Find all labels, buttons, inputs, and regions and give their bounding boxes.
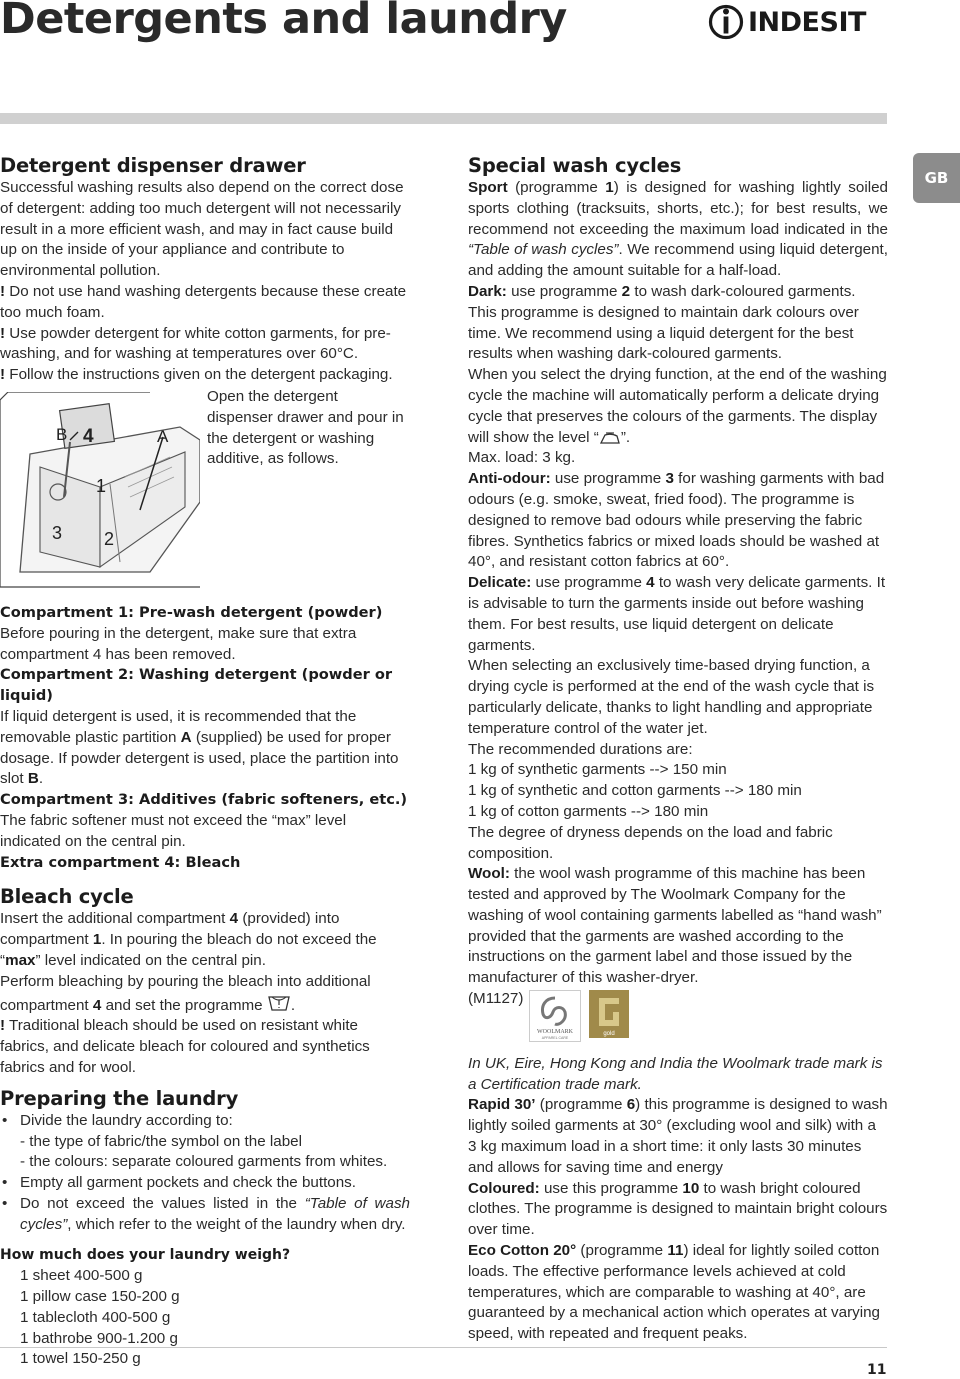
svg-text:APPAREL CARE: APPAREL CARE xyxy=(541,1035,569,1040)
bleach-programme-icon xyxy=(267,993,291,1013)
warning-hand-wash: ! Do not use hand washing detergents because these create too much foam. xyxy=(0,282,407,321)
brand-logo xyxy=(708,0,866,44)
dispenser-figure xyxy=(0,386,410,603)
warning-icon: ! xyxy=(0,324,6,342)
dark-load: Max. load: 3 kg. xyxy=(468,449,576,467)
preparing-list xyxy=(0,1111,410,1132)
page-number: 11 xyxy=(867,1362,887,1378)
delicate-drying: When selecting an exclusively time-based drying function, a drying cycle is performed at the end of the wash cycle that is particularly delicate, thanks to light handling and appropriate temperature control of the water jet. xyxy=(468,657,875,737)
comp3-title: Compartment 3: Additives (fabric softeners, etc.) xyxy=(0,791,408,809)
comp2-title: Compartment 2: Washing detergent (powder or liquid) xyxy=(0,666,393,705)
wool-code: (M1127) xyxy=(468,990,524,1008)
warning-powder: ! Use powder detergent for white cotton garments, for pre-washing, and for washing at temperatures over 60°C. xyxy=(0,324,391,363)
duration-item-3: 1 kg of cotton garments --> 180 min xyxy=(468,802,709,820)
rapid-text: Rapid 30’ (programme 6) this programme is designed to wash lightly soiled garments at 30° (excluding wool and silk) with a 3 kg maximum load in a short time: it only lasts 30 minutes and allows for saving time and energy xyxy=(468,1096,888,1176)
preparing-sub-1: - the type of fabric/the symbol on the label xyxy=(20,1132,302,1150)
dispenser-heading: Detergent dispenser drawer xyxy=(0,154,306,177)
warning-icon: ! xyxy=(0,282,6,300)
weigh-item-4: 1 bathrobe 900-1.200 g xyxy=(20,1329,178,1347)
delicate-durations-intro: The recommended durations are: xyxy=(468,740,693,758)
bleach-text-1: Insert the additional compartment 4 (provided) into compartment 1. In pouring the bleach do not exceed the “max” level indicated on the central pin. xyxy=(0,910,377,969)
duration-item-1: 1 kg of synthetic garments --> 150 min xyxy=(468,761,727,779)
warning-icon: ! xyxy=(0,1017,6,1035)
duration-item-2: 1 kg of synthetic and cotton garments --> 180 min xyxy=(468,782,802,800)
comp1-text: Before pouring in the detergent, make sure that extra compartment 4 has been removed. xyxy=(0,624,357,663)
dispenser-drawer-illustration xyxy=(0,392,200,592)
weigh-item-2: 1 pillow case 150-200 g xyxy=(20,1288,180,1306)
label-3: 3 xyxy=(52,522,63,543)
delicate-text: Delicate: use programme 4 to wash very delicate garments. It is advisable to turn the garments inside out before washing them. For best results, use liquid detergent on delicate garments. xyxy=(468,574,886,654)
woolmark-apparel-care-logo xyxy=(529,990,581,1042)
comp4-title: Extra compartment 4: Bleach xyxy=(0,853,241,871)
comp3-text: The fabric softener must not exceed the “max” level indicated on the central pin. xyxy=(0,811,347,850)
preparing-heading: Preparing the laundry xyxy=(0,1086,239,1110)
footer-divider xyxy=(0,1347,887,1348)
header-divider xyxy=(0,113,887,124)
dark-text: Dark: use programme 2 to wash dark-coloured garments. This programme is designed to maintain dark colours over time. We recommend using a liquid detergent for the best results when washing dark-coloured garments. xyxy=(468,282,859,363)
wool-text: Wool: the wool wash programme of this machine has been tested and approved by The Woolmark Company for the washing of wool containing garments labelled as “hand wash” provided that the garments are washed according to the instructions on the garment label and those issued by the manufacturer of this washer-dryer. xyxy=(468,865,882,987)
bleach-text-3: ! Traditional bleach should be used on resistant white fabrics, and delicate bleach for coloured and synthetics fabrics and for wool. xyxy=(0,1017,370,1076)
left-column xyxy=(0,154,410,1370)
figure-caption: Open the detergent dispenser drawer and pour in the detergent or washing additive, as follows. xyxy=(207,387,404,468)
language-tab: GB xyxy=(913,153,960,203)
weigh-item-5: 1 towel 150-250 g xyxy=(20,1350,141,1368)
eco-text: Eco Cotton 20° (programme 11) ideal for lightly soiled cotton loads. The effective performance levels achieved at cold temperatures, which are comparable to washing at 40°, are guaranteed by a mechanical action which operates at varying speed, with repeated and frequent peaks. xyxy=(468,1242,880,1343)
dispenser-intro: Successful washing results also depend on the correct dose of detergent: adding too much detergent will not necessarily result in a more efficient wash, and may in fact cause build up on the inside of your appliance and contribute to environmental pollution. xyxy=(0,179,404,280)
label-a: A xyxy=(157,426,169,446)
weigh-item-3: 1 tablecloth 400-500 g xyxy=(20,1308,171,1326)
list-item: • Divide the laundry according to: xyxy=(0,1111,410,1132)
delicate-dryness: The degree of dryness depends on the load and fabric composition. xyxy=(468,823,833,862)
svg-text:WOOLMARK: WOOLMARK xyxy=(537,1028,573,1035)
label-b: B xyxy=(56,424,68,444)
iron-dry-level-icon xyxy=(599,431,621,445)
comp1-title: Compartment 1: Pre-wash detergent (powder) xyxy=(0,603,383,621)
preparing-sub-2: - the colours: separate coloured garments from whites. xyxy=(20,1153,388,1171)
brand-wordmark: INDESIT xyxy=(748,6,866,38)
label-4: 4 xyxy=(83,425,94,447)
dark-drying: When you select the drying function, at the end of the washing cycle the machine will automatically perform a delicate drying cycle that preserves the colours of the garments. The display will show the level “ ”. xyxy=(468,366,887,446)
svg-text:gold: gold xyxy=(603,1030,615,1037)
warning-icon: ! xyxy=(0,366,6,384)
trademark-note: In UK, Eire, Hong Kong and India the Woolmark trade mark is a Certification trade mark. xyxy=(468,1054,883,1093)
list-item: • Do not exceed the values listed in the “Table of wash cycles”, which refer to the weight of the laundry when dry. xyxy=(0,1194,410,1236)
comp2-text: If liquid detergent is used, it is recommended that the removable plastic partition A (supplied) be used for proper dosage. If powder detergent is used, place the partition into slot B. xyxy=(0,707,399,788)
label-1: 1 xyxy=(96,475,107,496)
label-2: 2 xyxy=(104,528,115,549)
coloured-text: Coloured: use this programme 10 to wash bright coloured clothes. The programme is designed to maintain bright colours over time. xyxy=(468,1179,888,1239)
weigh-item-1: 1 sheet 400-500 g xyxy=(20,1267,143,1285)
page-title: Detergents and laundry xyxy=(0,0,567,44)
odour-text: Anti-odour: use programme 3 for washing garments with bad odours (e.g. smoke, sweat, fried food). The programme is designed to remove bad odours while preserving the fabric fibres. Synthetics fabrics or mixed loads should be washed at 40°, and resistant cotton fabrics at 60°. xyxy=(468,470,885,571)
woolmark-gold-logo xyxy=(589,990,629,1038)
warning-packaging: ! Follow the instructions given on the detergent packaging. xyxy=(0,366,393,384)
indesit-logo-icon xyxy=(708,0,744,44)
woolmark-logos xyxy=(529,990,888,1042)
bleach-heading: Bleach cycle xyxy=(0,885,134,909)
special-heading: Special wash cycles xyxy=(468,154,682,177)
sport-text: Sport (programme 1) is designed for washing lightly soiled sports clothing (tracksuits, shorts, etc.); for best results, we recommend not exceeding the maximum load indicated in the “Table of wash cycles”. We recommend using liquid detergent, and adding the amount suitable for a half-load. xyxy=(468,179,888,280)
weigh-heading: How much does your laundry weigh? xyxy=(0,1247,291,1264)
bleach-text-2: Perform bleaching by pouring the bleach into additional compartment 4 and set the programme . xyxy=(0,972,371,1014)
right-column xyxy=(468,154,888,1345)
list-item: • Empty all garment pockets and check the buttons. xyxy=(0,1173,410,1194)
